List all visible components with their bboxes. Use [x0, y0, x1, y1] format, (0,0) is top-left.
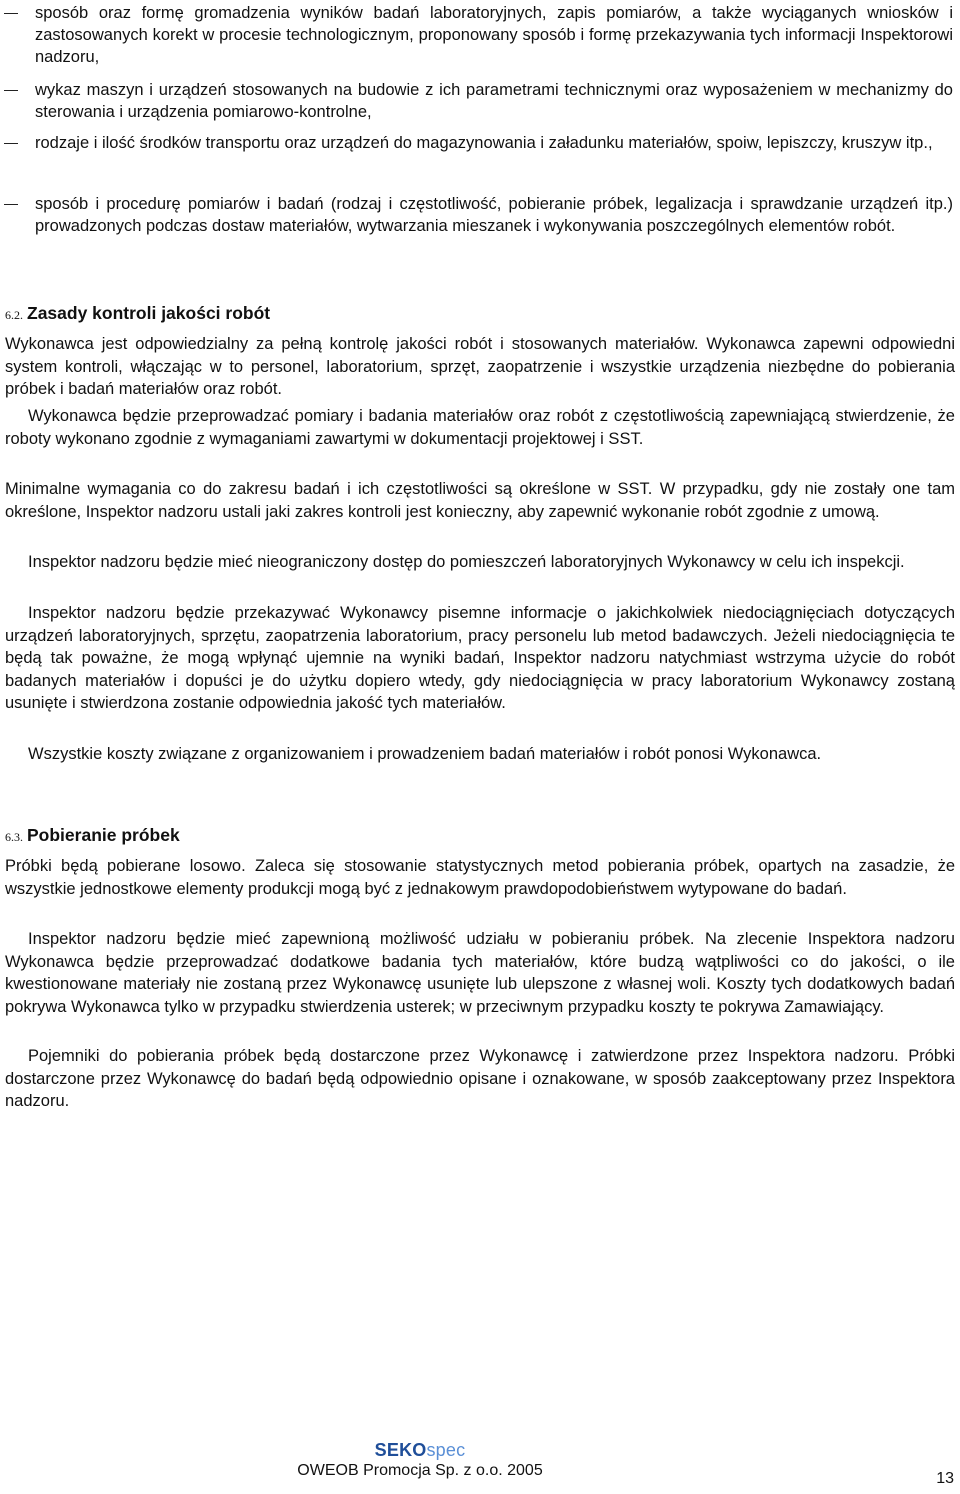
paragraph-text: Wykonawca jest odpowiedzialny za pełną kontrolę jakości robót i stosowanych materiałów. Wykonawca zapewni odpowiedni system kontroli, włączając w to personel, laboratorium, sprzęt, zaopatrzenie i wszystkie urządzenia niezbędne do pobierania próbek i badań materiałów oraz robót.	[5, 335, 955, 398]
paragraph-text: Inspektor nadzoru będzie mieć nieograniczony dostęp do pomieszczeń laboratoryjnych Wykonawcy w celu ich inspekcji.	[28, 553, 905, 571]
logo-part-spec: spec	[426, 1440, 466, 1460]
section-heading-6-2	[5, 302, 955, 326]
footer-logo	[0, 1440, 840, 1461]
paragraph-text: Inspektor nadzoru będzie przekazywać Wykonawcy pisemne informacje o jakichkolwiek niedociągnięciach dotyczących urządzeń laboratoryjnych, sprzętu, zaopatrzenia laboratorium, pracy personelu lub metod badawczych. Jeżeli niedociągnięcia te będą tak poważne, że mogą wpłynąć ujemnie na wyniki badań, Inspektor nadzoru natychmiast wstrzyma użycie do robót badanych materiałów i dopuści je do użytku dopiero wtedy, gdy niedociągnięcia w pracy laboratorium Wykonawcy zostaną usunięte i stwierdzona zostanie odpowiednia jakość tych materiałów.	[5, 604, 955, 712]
paragraph	[5, 928, 955, 1018]
list-item-text: wykaz maszyn i urządzeń stosowanych na budowie z ich parametrami technicznymi oraz wyposażeniem w mechanizmy do sterowania i urządzenia pomiarowo-kontrolne,	[35, 81, 953, 121]
paragraph-text: Inspektor nadzoru będzie mieć zapewnioną możliwość udziału w pobieraniu próbek. Na zlecenie Inspektora nadzoru Wykonawca będzie przeprowadzać dodatkowe badania tych materiałów, które budzą wątpliwości co do jakości, o ile kwestionowane materiały nie zostaną przez Wykonawcę usunięte lub ulepszone z własnej woli. Koszty tych dodatkowych badań pokrywa Wykonawca tylko w przypadku stwierdzenia usterek; w przeciwnym przypadku koszty te pokrywa Zamawiający.	[5, 930, 955, 1016]
footer-company: OWEOB Promocja Sp. z o.o. 2005	[297, 1462, 543, 1479]
dash-bullet-icon	[4, 204, 18, 205]
section-number: 6.2.	[5, 308, 23, 322]
paragraph	[5, 743, 955, 766]
paragraph	[5, 551, 955, 574]
paragraph	[5, 333, 955, 401]
paragraph	[5, 602, 955, 715]
page-number: 13	[936, 1470, 954, 1487]
section-title: Zasady kontroli jakości robót	[27, 303, 271, 323]
section-heading-6-3	[5, 824, 955, 848]
list-item-text: rodzaje i ilość środków transportu oraz urządzeń do magazynowania i załadunku materiałów, spoiw, lepiszczy, kruszyw itp.,	[35, 134, 933, 152]
paragraph-text: Próbki będą pobierane losowo. Zaleca się stosowanie statystycznych metod pobierania próbek, opartych na zasadzie, że wszystkie jednostkowe elementy produkcji mogą być z jednakowym prawdopodobieństwem wytypowane do badań.	[5, 857, 955, 898]
paragraph-text: Wykonawca będzie przeprowadzać pomiary i badania materiałów oraz robót z częstotliwością zapewniającą stwierdzenie, że roboty wykonano zgodnie z wymaganiami zawartymi w dokumentacji projektowej i SST.	[5, 407, 955, 448]
paragraph	[5, 855, 955, 900]
section-number: 6.3.	[5, 830, 23, 844]
dash-bullet-icon	[4, 143, 18, 144]
logo-part-seko: SEKO	[374, 1440, 427, 1460]
paragraph	[5, 405, 955, 450]
paragraph	[5, 478, 955, 523]
paragraph-text: Minimalne wymagania co do zakresu badań i ich częstotliwości są określone w SST. W przypadku, gdy nie zostały one tam określone, Inspektor nadzoru ustali jaki zakres kontroli jest konieczny, aby zapewnić wykonanie robót zgodnie z umową.	[5, 480, 955, 521]
list-item-text: sposób oraz formę gromadzenia wyników badań laboratoryjnych, zapis pomiarów, a także wyciąganych wniosków i zastosowanych korekt w procesie technologicznym, proponowany sposób i formę przekazywania tych informacji Inspektorowi nadzoru,	[35, 4, 953, 66]
section-title: Pobieranie próbek	[27, 825, 180, 845]
dash-bullet-icon	[4, 90, 18, 91]
list-item-text: sposób i procedurę pomiarów i badań (rodzaj i częstotliwość, pobieranie próbek, legalizacja i sprawdzanie urządzeń itp.) prowadzonych podczas dostaw materiałów, wytwarzania mieszanek i wykonywania poszczególnych elementów robót.	[35, 195, 953, 235]
paragraph-text: Wszystkie koszty związane z organizowaniem i prowadzeniem badań materiałów i robót ponosi Wykonawca.	[28, 745, 822, 763]
dash-bullet-icon	[4, 13, 18, 14]
paragraph-text: Pojemniki do pobierania próbek będą dostarczone przez Wykonawcę i zatwierdzone przez Inspektora nadzoru. Próbki dostarczone przez Wykonawcę do badań będą odpowiednio opisane i oznakowane, w sposób zaakceptowany przez Inspektora nadzoru.	[5, 1047, 955, 1110]
paragraph	[5, 1045, 955, 1113]
